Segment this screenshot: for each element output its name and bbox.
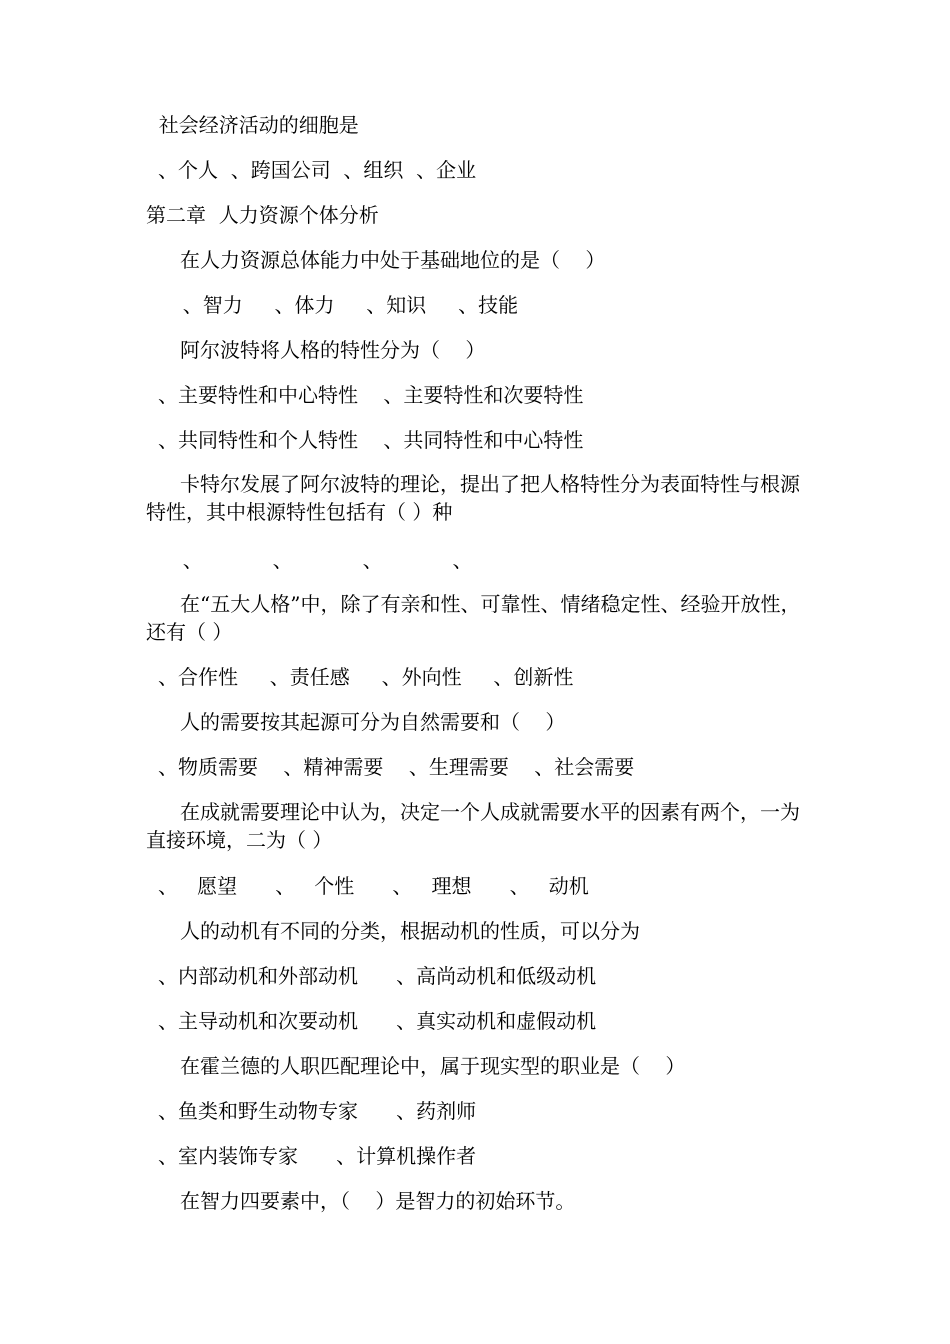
question-text: 阿尔波特将人格的特性分为（ ） bbox=[180, 338, 486, 362]
question-text: 在“五大人格”中，除了有亲和性、可靠性、情绪稳定性、经验开放性，还有（ ） bbox=[146, 592, 801, 644]
answer-options: 、 愿望 、 个性 、 理想 、 动机 bbox=[158, 874, 589, 898]
question-text: 在成就需要理论中认为，决定一个人成就需要水平的因素有两个，一为直接环境，二为（ ） bbox=[146, 800, 800, 852]
answer-options: 、物质需要 、精神需要 、生理需要 、社会需要 bbox=[158, 755, 635, 779]
answer-options: 、合作性 、责任感 、外向性 、创新性 bbox=[158, 665, 574, 689]
question-text: 在智力四要素中，（ ）是智力的初始环节。 bbox=[180, 1189, 576, 1213]
question-text: 社会经济活动的细胞是 bbox=[146, 113, 359, 137]
answer-options: 、 、 、 、 bbox=[170, 548, 473, 572]
question-text: 在霍兰德的人职匹配理论中，属于现实型的职业是（ ） bbox=[180, 1054, 686, 1078]
answer-options: 、鱼类和野生动物专家 、药剂师 bbox=[158, 1099, 477, 1123]
question-text: 在人力资源总体能力中处于基础地位的是（ ） bbox=[180, 248, 606, 272]
question-text: 人的动机有不同的分类，根据动机的性质，可以分为 bbox=[180, 919, 640, 943]
answer-options: 、主要特性和中心特性 、主要特性和次要特性 bbox=[158, 383, 584, 407]
question-text: 卡特尔发展了阿尔波特的理论，提出了把人格特性分为表面特性与根源特性，其中根源特性包括有（ ）种 bbox=[146, 472, 800, 524]
answer-options: 、主导动机和次要动机 、真实动机和虚假动机 bbox=[158, 1009, 597, 1033]
answer-options: 、个人 、跨国公司 、组织 、企业 bbox=[158, 158, 477, 182]
question-text: 人的需要按其起源可分为自然需要和（ ） bbox=[180, 710, 566, 734]
answer-options: 、内部动机和外部动机 、高尚动机和低级动机 bbox=[158, 964, 597, 988]
chapter-heading: 第二章 人力资源个体分析 bbox=[146, 203, 379, 227]
answer-options: 、共同特性和个人特性 、共同特性和中心特性 bbox=[158, 428, 584, 452]
answer-options: 、室内装饰专家 、计算机操作者 bbox=[158, 1144, 477, 1168]
answer-options: 、智力 、体力 、知识 、技能 bbox=[170, 293, 519, 317]
